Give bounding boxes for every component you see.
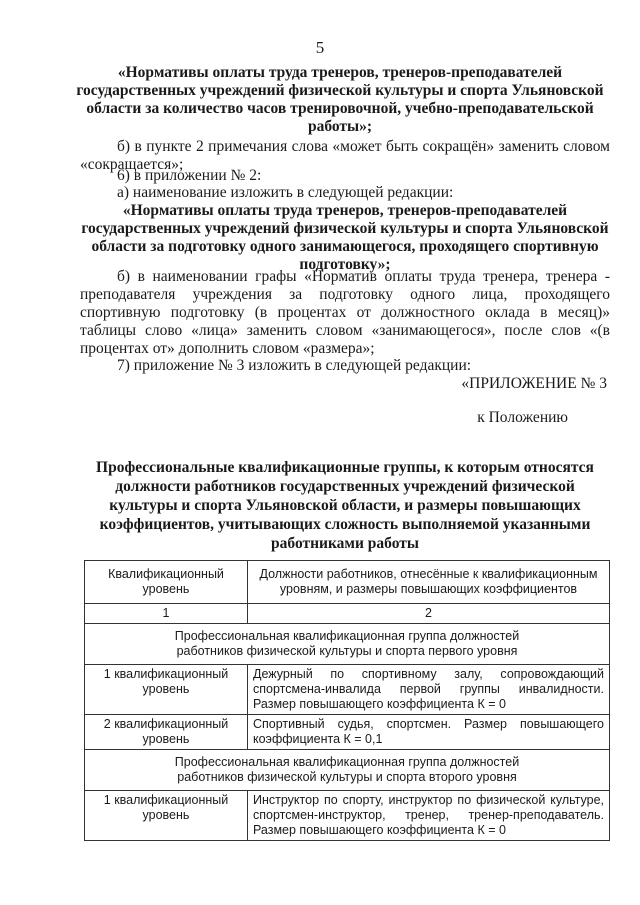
table-header-row	[85, 561, 610, 604]
group-row	[85, 624, 610, 665]
table-number-row	[85, 604, 610, 624]
paragraph-b-note: б) в пункте 2 примечания слова «может быть сокращён» заменить словом «сокращается»;	[80, 138, 610, 173]
column-number-2: 2	[248, 604, 610, 624]
page-number: 5	[315, 38, 325, 57]
appendix-subtitle: к Положению	[477, 409, 568, 426]
positions-cell: Дежурный по спортивному залу, сопровождающий спортсмена-инвалида первой группы инвалидности. Размер повышающего коэффициента К = 0	[248, 665, 610, 715]
table-row	[85, 665, 610, 715]
title-qualification-groups: Профессиональные квалификационные группы, к которым относятся должности работников государственных учреждений физической культуры и спорта Ульяновской области, и размеры повышающих коэффициентов, учитывающих сложность выполняемой указанными работниками работы	[96, 459, 594, 552]
header-positions: Должности работников, отнесённые к квалификационным уровням, и размеры повышающих коэффициентов	[248, 561, 610, 604]
positions-cell: Спортивный судья, спортсмен. Размер повышающего коэффициента К = 0,1	[248, 715, 610, 750]
header-level: Квалификационный уровень	[85, 561, 248, 604]
table-row	[85, 715, 610, 750]
level-cell: 1 квалификационный уровень	[85, 665, 248, 715]
table-row	[85, 791, 610, 841]
group-row	[85, 750, 610, 791]
level-cell: 2 квалификационный уровень	[85, 715, 248, 750]
level-cell: 1 квалификационный уровень	[85, 791, 248, 841]
paragraph-a: а) наименование изложить в следующей редакции:	[117, 184, 454, 201]
paragraph-6: 6) в приложении № 2:	[117, 167, 262, 184]
group-second-level: Профессиональная квалификационная группа должностей работников физической культуры и спорта второго уровня	[85, 750, 610, 791]
group-first-level: Профессиональная квалификационная группа должностей работников физической культуры и спорта первого уровня	[85, 624, 610, 665]
title-normatives-hours: «Нормативы оплаты труда тренеров, тренеров-преподавателей государственных учреждений физической культуры и спорта Ульяновской области за количество часов тренировочной, учебно-преподавательской работы»;	[76, 64, 604, 135]
paragraph-b-column: б) в наименовании графы «Норматив оплаты труда тренера, тренера - преподавателя учреждения за подготовку одного лица, проходящего спортивную подготовку (в процентах от должностного оклада в месяц)» таблицы слово «лица» заменить словом «занимающегося», после слов «(в процентах от» дополнить словом «размера»;	[80, 268, 610, 357]
appendix-label: «ПРИЛОЖЕНИЕ № 3	[461, 375, 607, 392]
title-normatives-preparation: «Нормативы оплаты труда тренеров, тренеров-преподавателей государственных учреждений физической культуры и спорта Ульяновской области за подготовку одного занимающегося, проходящего спортивную подготовку»;	[81, 202, 609, 273]
positions-cell: Инструктор по спорту, инструктор по физической культуре, спортсмен-инструктор, тренер, тренер-преподаватель. Размер повышающего коэффициента К = 0	[248, 791, 610, 841]
column-number-1: 1	[85, 604, 248, 624]
paragraph-7: 7) приложение № 3 изложить в следующей редакции:	[117, 357, 472, 374]
qualification-table	[84, 560, 610, 841]
